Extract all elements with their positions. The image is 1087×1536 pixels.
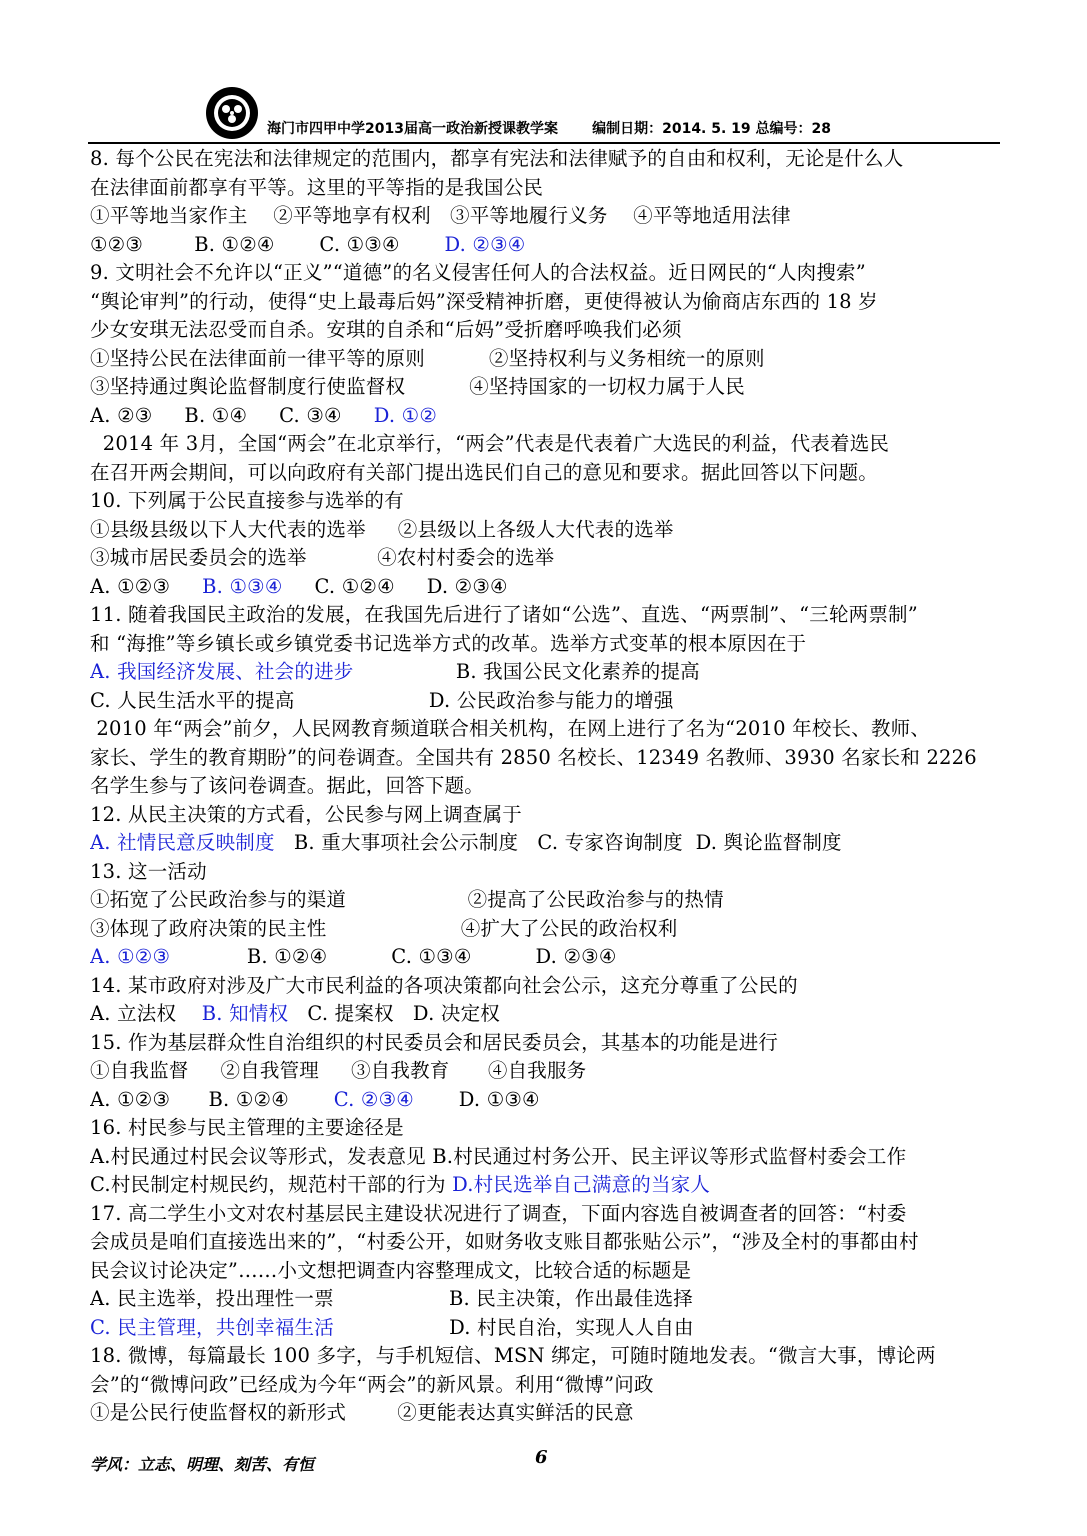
- text-line: [90, 1285, 1005, 1314]
- line-text: 家长、学生的教育期盼”的问卷调查。全国共有 2850 名校长、12349 名教师、3930 名家长和 2226: [90, 745, 977, 769]
- text-line: [90, 202, 1005, 231]
- text-line: [90, 1228, 1005, 1257]
- line-text: 15. 作为基层群众性自治组织的村民委员会和居民委员会，其基本的功能是进行: [90, 1030, 779, 1054]
- line-text: 在法律面前都享有平等。这里的平等指的是我国公民: [90, 175, 544, 199]
- line-text: 12. 从民主决策的方式看，公民参与网上调查属于: [90, 802, 523, 826]
- line-text: 和 “海推”等乡镇长或乡镇党委书记选举方式的改革。选举方式变革的根本原因在于: [90, 631, 807, 655]
- line-text: 会成员是咱们直接选出来的”，“村委公开，如财务收支账目都张贴公示”，“涉及全村的事都由村: [90, 1230, 919, 1253]
- text-line: [90, 1371, 1005, 1400]
- line-text: 会”的“微博问政”已经成为今年“两会”的新风景。利用“微博”问政: [90, 1372, 654, 1396]
- line-text: 16. 村民参与民主管理的主要途径是: [90, 1116, 404, 1139]
- line-text: 少女安琪无法忍受而自杀。安琪的自杀和“后妈”受折磨呼唤我们必须: [90, 318, 682, 341]
- text-line: [90, 601, 1005, 630]
- line-text: A.村民通过村民会议等形式，发表意见 B.村民通过村务公开、民主评议等形式监督村委会工作: [90, 1144, 907, 1168]
- line-text: C.村民制定村规民约，规范村干部的行为: [90, 1173, 453, 1196]
- text-line: [90, 373, 1005, 402]
- text-line: [90, 858, 1005, 887]
- header-rule: [88, 142, 1000, 144]
- line-text: ①是公民行使监督权的新形式 ②更能表达真实鲜活的民意: [90, 1401, 634, 1424]
- line-text: 在召开两会期间，可以向政府有关部门提出选民们自己的意见和要求。据此回答以下问题。: [90, 460, 879, 484]
- text-line: [90, 630, 1005, 659]
- line-text: A. ②③ B. ①④ C. ③④: [90, 403, 374, 427]
- text-line: [90, 1257, 1005, 1286]
- text-line: [90, 459, 1005, 488]
- line-text: A. ①②③ B. ①②④: [90, 1087, 334, 1111]
- text-line: [90, 915, 1005, 944]
- answer-highlight: D. ②③④: [444, 232, 526, 256]
- text-line: [90, 402, 1005, 431]
- answer-highlight: B. ①③④: [202, 574, 283, 598]
- text-line: [90, 288, 1005, 317]
- text-line: [90, 658, 1005, 687]
- line-text: A. ①②③: [90, 574, 203, 598]
- text-line: [90, 829, 1005, 858]
- text-line: [90, 544, 1005, 573]
- line-text: 13. 这一活动: [90, 859, 207, 883]
- page-header: [205, 86, 1005, 142]
- header-title: [267, 118, 831, 138]
- line-text: 10. 下列属于公民直接参与选举的有: [90, 489, 404, 512]
- text-line: [90, 1029, 1005, 1058]
- line-text: 民会议讨论决定”……小文想把调查内容整理成文，比较合适的标题是: [90, 1258, 692, 1282]
- line-text: C. ①②④ D. ②③④: [282, 574, 508, 598]
- text-line: [90, 1171, 1005, 1200]
- text-line: [90, 145, 1005, 174]
- header-school: 海门市四甲中学2013届高一政治新授课教学案: [267, 121, 558, 137]
- line-text: 2014 年 3月，全国“两会”在北京举行，“两会”代表是代表着广大选民的利益，代表着选民: [90, 432, 890, 455]
- line-text: ①②③ B. ①②④ C. ①③④: [90, 232, 445, 256]
- question-content: [90, 145, 1005, 1428]
- text-line: [90, 487, 1005, 516]
- line-text: B. 我国公民文化素养的提高: [353, 660, 700, 683]
- answer-highlight: B. 知情权: [201, 1002, 289, 1025]
- line-text: D. ①③④: [413, 1087, 540, 1111]
- text-line: [90, 1314, 1005, 1343]
- text-line: [90, 1057, 1005, 1086]
- header-date: 编制日期：2014. 5. 19 总编号：28: [592, 121, 832, 137]
- line-text: A. 民主选举，投出理性一票 B. 民主决策，作出最佳选择: [90, 1287, 693, 1310]
- school-logo-icon: [205, 86, 259, 140]
- text-line: [90, 972, 1005, 1001]
- text-line: [90, 1000, 1005, 1029]
- text-line: [90, 1114, 1005, 1143]
- text-line: [90, 715, 1005, 744]
- line-text: 名学生参与了该问卷调查。据此，回答下题。: [90, 774, 485, 797]
- line-text: A. 立法权: [90, 1002, 202, 1025]
- text-line: [90, 516, 1005, 545]
- answer-highlight: A. ①②③: [90, 945, 171, 968]
- line-text: ③坚持通过舆论监督制度行使监督权 ④坚持国家的一切权力属于人民: [90, 375, 745, 398]
- text-line: [90, 772, 1005, 801]
- line-text: 17. 高二学生小文对农村基层民主建设状况进行了调查，下面内容选自被调查者的回答：“村委: [90, 1201, 907, 1225]
- footer-motto: 学风：立志、明理、刻苦、有恒: [90, 1455, 315, 1474]
- line-text: 2010 年“两会”前夕，人民网教育频道联合相关机构，在网上进行了名为“2010 年校长、教师、: [90, 717, 931, 740]
- text-line: [90, 1342, 1005, 1371]
- text-line: [90, 573, 1005, 602]
- line-text: ①县级县级以下人大代表的选举 ②县级以上各级人大代表的选举: [90, 517, 674, 541]
- line-text: 14. 某市政府对涉及广大市民利益的各项决策都向社会公示，这充分尊重了公民的: [90, 973, 798, 997]
- answer-highlight: A. 社情民意反映制度: [90, 831, 275, 854]
- answer-highlight: C. ②③④: [333, 1087, 414, 1111]
- text-line: [90, 430, 1005, 459]
- line-text: C. 提案权 D. 决定权: [288, 1002, 500, 1025]
- line-text: 11. 随着我国民主政治的发展，在我国先后进行了诸如“公选”、直选、“两票制”、“三轮两票制”: [90, 603, 918, 626]
- answer-highlight: C. 民主管理，共创幸福生活: [90, 1315, 334, 1339]
- text-line: [90, 801, 1005, 830]
- line-text: ①坚持公民在法律面前一律平等的原则 ②坚持权利与义务相统一的原则: [90, 346, 765, 370]
- line-text: C. 人民生活水平的提高 D. 公民政治参与能力的增强: [90, 688, 674, 712]
- line-text: ①拓宽了公民政治参与的渠道 ②提高了公民政治参与的热情: [90, 888, 724, 911]
- line-text: B. 重大事项社会公示制度 C. 专家咨询制度 D. 舆论监督制度: [274, 831, 842, 854]
- line-text: 9. 文明社会不允许以“正义”“道德”的名义侵害任何人的合法权益。近日网民的“人肉搜索”: [90, 261, 866, 284]
- page-number: 6: [535, 1447, 548, 1468]
- line-text: 8. 每个公民在宪法和法律规定的范围内，都享有宪法和法律赋予的自由和权利，无论是什么人: [90, 147, 904, 170]
- text-line: [90, 687, 1005, 716]
- line-text: D. 村民自治，实现人人自由: [333, 1315, 694, 1339]
- answer-highlight: D.村民选举自己满意的当家人: [452, 1173, 711, 1196]
- text-line: [90, 1399, 1005, 1428]
- text-line: [90, 1200, 1005, 1229]
- line-text: ③城市居民委员会的选举 ④农村村委会的选举: [90, 546, 555, 569]
- text-line: [90, 943, 1005, 972]
- text-line: [90, 174, 1005, 203]
- text-line: [90, 259, 1005, 288]
- text-line: [90, 1086, 1005, 1115]
- text-line: [90, 316, 1005, 345]
- text-line: [90, 231, 1005, 260]
- line-text: ①自我监督 ②自我管理 ③自我教育 ④自我服务: [90, 1059, 587, 1082]
- line-text: 18. 微博，每篇最长 100 多字，与手机短信、MSN 绑定，可随时随地发表。“微言大事，博论两: [90, 1344, 936, 1367]
- line-text: B. ①②④ C. ①③④ D. ②③④: [170, 945, 617, 968]
- text-line: [90, 886, 1005, 915]
- line-text: ③体现了政府决策的民主性 ④扩大了公民的政治权利: [90, 916, 678, 940]
- answer-highlight: D. ①②: [373, 403, 438, 427]
- text-line: [90, 345, 1005, 374]
- text-line: [90, 744, 1005, 773]
- line-text: “舆论审判”的行动，使得“史上最毒后妈”深受精神折磨，更使得被认为偷商店东西的 18 岁: [90, 289, 878, 313]
- text-line: [90, 1143, 1005, 1172]
- answer-highlight: A. 我国经济发展、社会的进步: [90, 660, 354, 683]
- line-text: ①平等地当家作主 ②平等地享有权利 ③平等地履行义务 ④平等地适用法律: [90, 204, 791, 227]
